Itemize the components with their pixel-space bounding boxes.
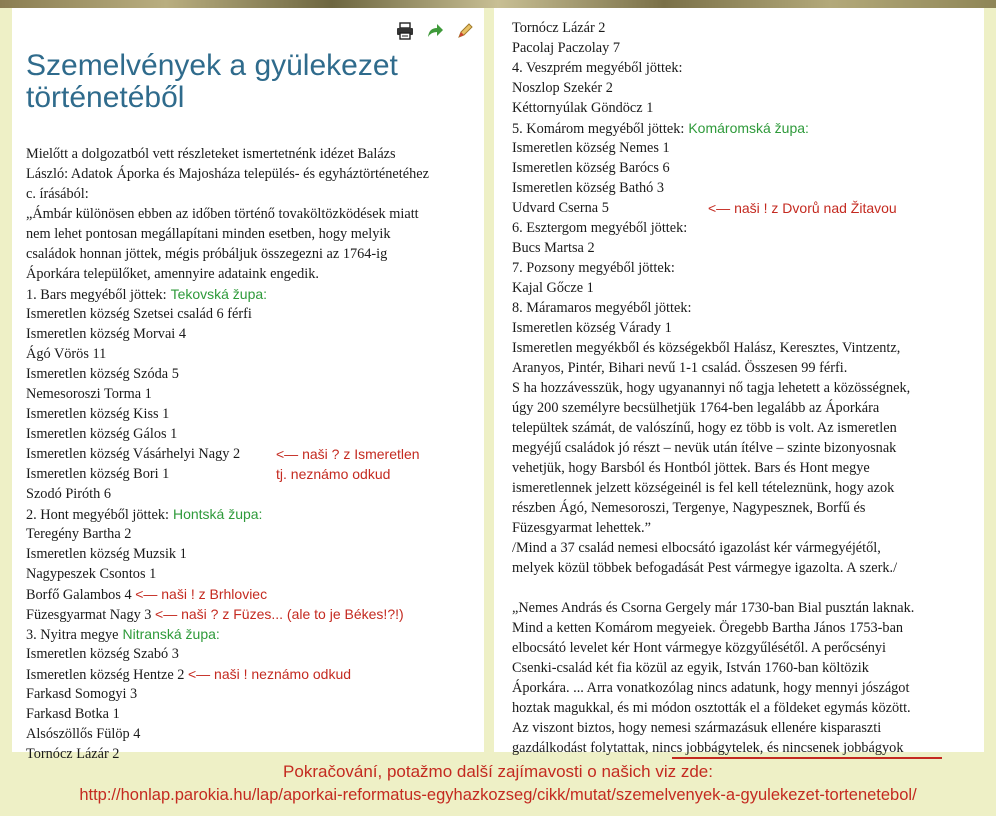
text-line: Pacolaj Paczolay 7 (512, 40, 620, 56)
text-line: Ismeretlen község Szóda 5 (26, 366, 179, 382)
text-line: „Ámbár különösen ebben az időben történő tovaköltözködések miatt (26, 206, 419, 222)
text-line: részben Ágó, Nemesoroszi, Tergenye, Nagypesznek, Borfű és (512, 500, 866, 516)
section-heading-veszprem: 4. Veszprém megyéből jöttek: (512, 60, 683, 76)
annotation-nitra: Nitranská župa: (122, 626, 220, 642)
annotation-hentze: <— naši ! neznámo odkud (187, 666, 352, 682)
text-line: Áporkára települőket, amennyire adataink engedik. (26, 266, 319, 282)
annotation-vasarhelyi-2: tj. neznámo odkud (276, 466, 391, 482)
text-line: melyek közül többek befogadását Pest vármegye igazolta. A szerk./ (512, 560, 898, 576)
page-title: Szemelvények a gyülekezet történetéből (26, 49, 398, 114)
text-line: S ha hozzávesszük, hogy ugyanannyi nő tagja lehetett a közösségnek, (512, 380, 911, 396)
red-underline-mark (672, 757, 942, 759)
article-left-column (12, 8, 484, 762)
text-line: úgy 200 személyre becsülhetjük 1764-ben legalább az Áporkára (512, 400, 880, 416)
text-line: Ismeretlen megyékből és községekből Halász, Keresztes, Vintzentz, (512, 340, 901, 356)
section-heading-esztergom: 6. Esztergom megyéből jöttek: (512, 220, 688, 236)
text-line: Aranyos, Pintér, Bihari nevű 1-1 család. Összesen 99 férfi. (512, 360, 848, 376)
annotation-tekov: Tekovská župa: (170, 286, 268, 302)
section-heading-pozsony: 7. Pozsony megyéből jöttek: (512, 260, 675, 276)
text-line: Ágó Vörös 11 (26, 346, 107, 362)
annotation-cserna: <— naši ! z Dvorů nad Žitavou (708, 200, 897, 216)
text-line: Kajal Gőcze 1 (512, 280, 594, 296)
pen-icon[interactable] (456, 22, 474, 40)
article-text-right (512, 18, 914, 758)
text-line: települtek számát, de valószínű, hogy ez több is volt. Az ismeretlen (512, 420, 897, 436)
text-line: ismeretlennek jelzett községeinél is fel kell tételeznünk, hogy azok (512, 480, 895, 496)
text-line: Az viszont biztos, hogy nemesi származásuk ellenére kisparaszti (512, 720, 882, 736)
footer-note: Pokračování, potažmo další zajímavosti o našich viz zde: (283, 762, 713, 781)
text-line: Ismeretlen község Szabó 3 (26, 646, 179, 662)
text-line-underlined: gazdálkodást folytattak, nincs jobbágytelek, és nincsenek jobbágyok (512, 740, 904, 756)
annotation-komarom: Komáromská župa: (688, 120, 809, 136)
section-heading-maramaros: 8. Máramaros megyéből jöttek: (512, 300, 692, 316)
text-line: Borfő Galambos 4 <— naši ! z Brhloviec (26, 586, 268, 603)
text-line: Alsószöllős Fülöp 4 (26, 726, 141, 742)
text-line: /Mind a 37 család nemesi elbocsátó igazolást kér vármegyéjétől, (512, 540, 881, 556)
section-heading-nyitra: 3. Nyitra megye Nitranská župa: (26, 626, 220, 643)
section-heading-bars: 1. Bars megyéből jöttek: Tekovská župa: (26, 286, 268, 303)
text-line: Ismeretlen község Bori 1 tj. neznámo odkud (26, 466, 391, 482)
annotation-nagy: <— naši ? z Füzes... (ale to je Békes!?!) (155, 606, 404, 622)
text-line: Udvard Cserna 5 <— naši ! z Dvorů nad Žitavou (512, 200, 897, 216)
text-line: Ismeretlen község Bathó 3 (512, 180, 665, 196)
text-line: Ismeretlen község Barócs 6 (512, 160, 670, 176)
section-heading-komarom: 5. Komárom megyéből jöttek: Komáromská župa: (512, 120, 809, 137)
text-line: László: Adatok Áporka és Majosháza település- és egyháztörténetéhez (26, 166, 429, 182)
section-heading-hont: 2. Hont megyéből jöttek: Hontská župa: (26, 506, 263, 523)
print-icon[interactable] (396, 22, 414, 40)
article-toolbar (396, 22, 474, 40)
text-line: Tornócz Lázár 2 (26, 746, 120, 762)
text-line: Noszlop Szekér 2 (512, 80, 613, 96)
background-texture-strip (0, 0, 996, 8)
text-line: „Nemes András és Csorna Gergely már 1730-ban Bial pusztán laknak. (512, 600, 915, 616)
text-line: vehetjük, hogy Barsból és Hontból jöttek. Bars és Hont megye (512, 460, 870, 476)
text-line: hoztak magukkal, és mi módon osztották el a földeket egymás között. (512, 700, 911, 716)
annotation-vasarhelyi-1: <— naši ? z Ismeretlen (276, 446, 420, 462)
text-line: Füzesgyarmat Nagy 3 <— naši ? z Füzes... (ale to je Békes!?!) (26, 606, 404, 623)
text-line: Ismeretlen község Hentze 2 <— naši ! neznámo odkud (26, 666, 352, 683)
text-line: Mind a ketten Komárom megyeiek. Öregebb Bartha János 1753-ban (512, 620, 904, 636)
article-text-left (26, 144, 429, 764)
text-line: Tornócz Lázár 2 (512, 20, 606, 36)
text-line: megyéjű családok jó részt – nevük után ítélve – szinte bizonyosnak (512, 440, 897, 456)
text-line: Farkasd Somogyi 3 (26, 686, 138, 702)
text-line: Teregény Bartha 2 (26, 526, 132, 542)
text-line: Ismeretlen község Gálos 1 (26, 426, 178, 442)
text-line: Ismeretlen község Vásárhelyi Nagy 2 <— naši ? z Ismeretlen (26, 446, 420, 462)
text-line: Kéttornyúlak Göndöcz 1 (512, 100, 654, 116)
blank-line (512, 578, 914, 598)
text-line: Szodó Piróth 6 (26, 486, 111, 502)
text-line: Ismeretlen község Muzsik 1 (26, 546, 187, 562)
text-line: elbocsátó levelet kér Hont vármegye közgyűlésétől. A perőcsényi (512, 640, 886, 656)
text-line: Nagypeszek Csontos 1 (26, 566, 157, 582)
text-line: Nemesoroszi Torma 1 (26, 386, 152, 402)
share-icon[interactable] (426, 22, 444, 40)
annotation-galambos: <— naši ! z Brhloviec (135, 586, 268, 602)
article-right-column (494, 8, 984, 756)
text-line: Ismeretlen község Szetsei család 6 férfi (26, 306, 252, 322)
text-line: Bucs Martsa 2 (512, 240, 595, 256)
text-line: Ismeretlen község Nemes 1 (512, 140, 670, 156)
text-line: Mielőtt a dolgozatból vett részleteket ismertetnénk idézet Balázs (26, 146, 396, 162)
text-line: Csenki-család két fia közül az egyik, István 1760-ban költözik (512, 660, 869, 676)
text-line: Füzesgyarmat lehettek.” (512, 520, 651, 536)
source-link[interactable]: http://honlap.parokia.hu/lap/aporkai-reformatus-egyhazkozseg/cikk/mutat/szemelvenyek-a-gyulekezet-tortenetebol/ (79, 786, 917, 804)
text-line: Ismeretlen község Várady 1 (512, 320, 672, 336)
text-line: c. írásából: (26, 186, 89, 202)
text-line: Ismeretlen község Kiss 1 (26, 406, 170, 422)
text-line: nem lehet pontosan megállapítani minden esetben, hogy melyik (26, 226, 391, 242)
text-line: Áporkára. ... Arra vonatkozólag nincs adatunk, hogy mennyi jószágot (512, 680, 910, 696)
text-line: Ismeretlen község Morvai 4 (26, 326, 186, 342)
annotation-hont: Hontská župa: (172, 506, 263, 522)
text-line: családok honnan jöttek, mégis próbáljuk összegezni az 1764-ig (26, 246, 388, 262)
text-line: Farkasd Botka 1 (26, 706, 120, 722)
